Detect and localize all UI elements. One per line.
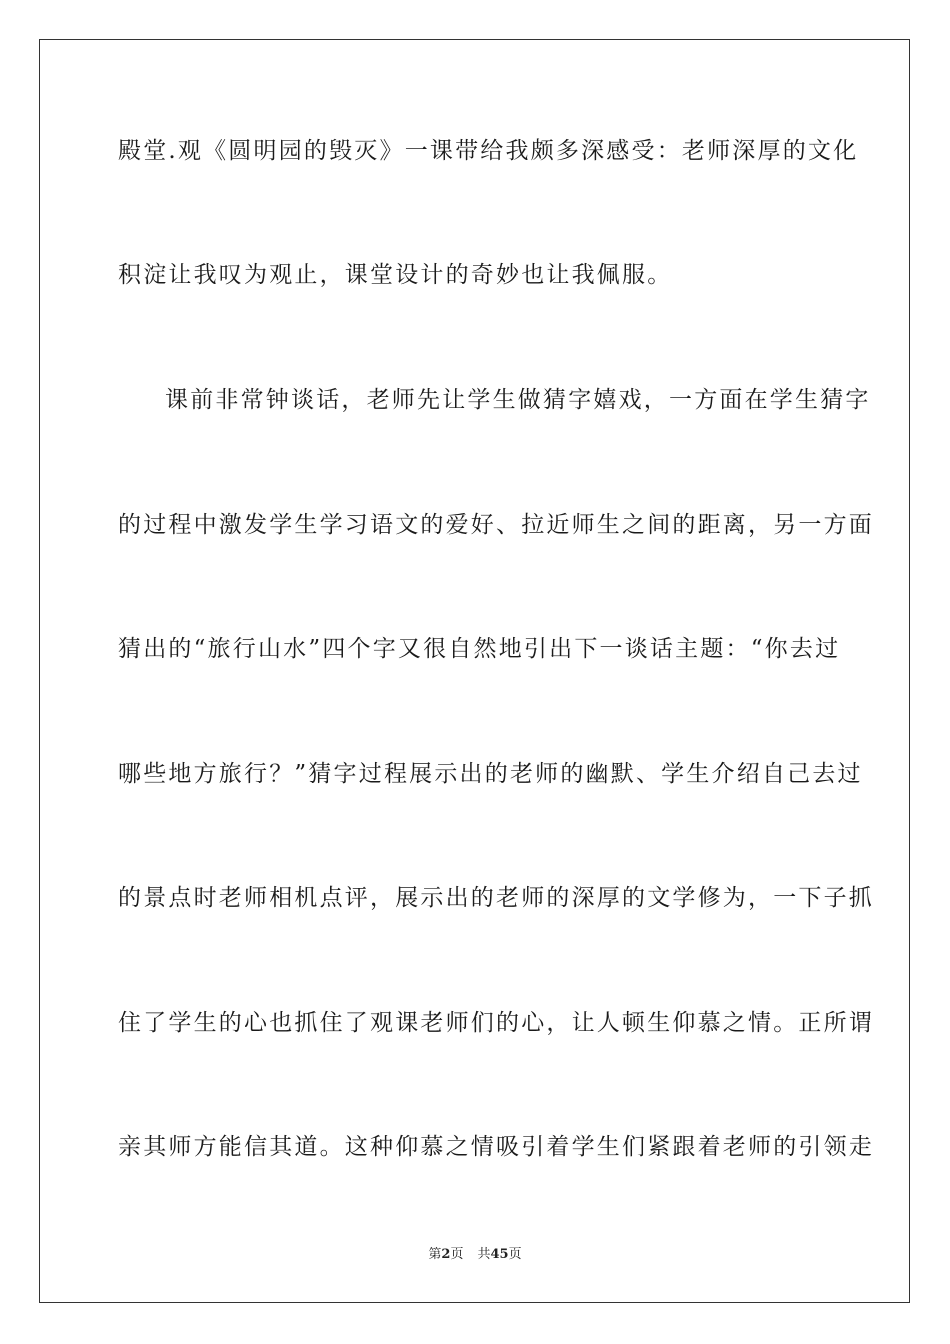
page-footer [0, 1247, 950, 1263]
text-line-3: 课前非常钟谈话，老师先让学生做猜字嬉戏，一方面在学生猜字 [165, 387, 871, 413]
footer-page-suffix: 页 [450, 1247, 464, 1262]
text-line-4: 的过程中激发学生学习语文的爱好、拉近师生之间的距离，另一方面 [118, 512, 874, 538]
text-line-8: 住了学生的心也抓住了观课老师们的心，让人顿生仰慕之情。正所谓 [118, 1010, 874, 1036]
footer-total-suffix: 页 [508, 1247, 522, 1262]
page-border [39, 39, 910, 1303]
footer-page-prefix: 第 [428, 1247, 442, 1262]
text-line-6: 哪些地方旅行？”猜字过程展示出的老师的幽默、学生介绍自己去过 [118, 761, 863, 787]
footer-total-prefix: 共 [477, 1247, 491, 1262]
text-line-7: 的景点时老师相机点评，展示出的老师的深厚的文学修为，一下子抓 [118, 885, 874, 911]
footer-total-pages: 45 [490, 1247, 509, 1262]
text-line-5: 猜出的“旅行山水”四个字又很自然地引出下一谈话主题：“你去过 [118, 636, 841, 662]
text-line-2: 积淀让我叹为观止，课堂设计的奇妙也让我佩服。 [118, 262, 673, 288]
text-line-1: 殿堂.观《圆明园的毁灭》一课带给我颇多深感受：老师深厚的文化 [118, 138, 859, 164]
footer-page-number: 2 [441, 1247, 451, 1262]
text-line-9: 亲其师方能信其道。这种仰慕之情吸引着学生们紧跟着老师的引领走 [118, 1134, 874, 1160]
